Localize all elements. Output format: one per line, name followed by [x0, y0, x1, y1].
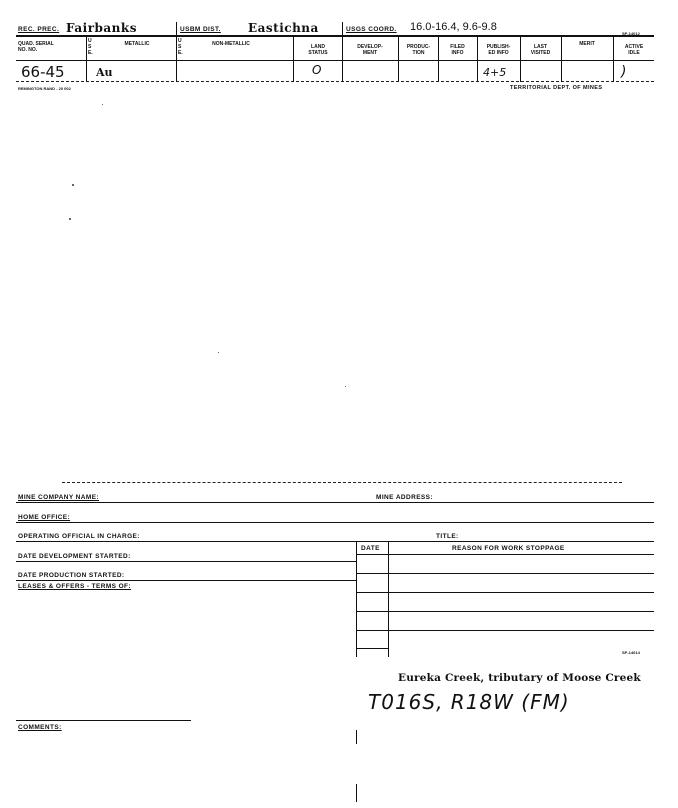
leases-label: LEASES & OFFERS - TERMS OF: [18, 583, 131, 590]
scan-speck [345, 386, 346, 387]
col-land-status: LAND STATUS [308, 44, 328, 56]
col-use-nonmetallic: U S E. [178, 38, 183, 56]
metallic-value: Au [96, 66, 113, 79]
header-bottom-rule [16, 81, 654, 82]
stoppage-row-rule [356, 611, 654, 612]
card-footer-left: REMINGTON RAND - 20 002 [18, 86, 71, 91]
rule-home-office [16, 522, 654, 523]
col-metallic: METALLIC [124, 41, 150, 47]
rule-development [16, 561, 356, 562]
title-label: TITLE: [436, 533, 459, 540]
location-handwritten: T016S, R18W (FM) [368, 690, 570, 714]
scan-speck [69, 218, 71, 220]
usbm-dist-label: USBM DIST. [180, 26, 221, 33]
col-divider [613, 36, 614, 82]
comments-label: COMMENTS: [18, 724, 62, 731]
home-office-label: HOME OFFICE: [18, 514, 71, 521]
stoppage-date-header: DATE [361, 545, 380, 552]
col-divider [176, 22, 177, 82]
operating-official-label: OPERATING OFFICIAL IN CHARGE: [18, 533, 140, 540]
col-divider [342, 22, 343, 82]
scan-speck [218, 352, 219, 353]
rule-comments [16, 720, 191, 721]
col-merit: MERIT [579, 41, 595, 47]
stoppage-row-rule [356, 592, 654, 593]
stoppage-date-divider [388, 541, 389, 657]
col-development: DEVELOP- MENT [357, 44, 383, 56]
col-divider [293, 36, 294, 82]
stoppage-left-border [356, 541, 357, 657]
rule-company [16, 502, 654, 503]
header-column-rule [16, 60, 654, 61]
col-last-visited: LAST VISITED [530, 44, 551, 56]
col-filed-info: FILED INFO [450, 44, 465, 56]
col-use-metallic: U S E. [88, 38, 93, 56]
rule-production [16, 580, 356, 581]
published-info-value: 4+5 [483, 66, 507, 79]
stoppage-header-rule [356, 554, 654, 555]
col-divider [398, 36, 399, 82]
col-active-idle: ACTIVE IDLE [624, 44, 644, 56]
mine-address-label: MINE ADDRESS: [376, 494, 433, 501]
active-idle-value: ) [621, 64, 627, 80]
scan-speck [102, 104, 103, 105]
col-quad-serial: QUAD. SERIAL NO. NO. [18, 41, 54, 53]
date-production-label: DATE PRODUCTION STARTED: [18, 572, 125, 579]
col-divider [520, 36, 521, 82]
usgs-coord-value: 16.0-16.4, 9.6-9.8 [410, 21, 497, 33]
usgs-coord-label: USGS COORD. [346, 26, 397, 33]
rec-prec-label: REC. PREC. [18, 26, 60, 33]
stoppage-row-rule [356, 630, 654, 631]
date-development-label: DATE DEVELOPMENT STARTED: [18, 553, 131, 560]
margin-mark [356, 730, 357, 744]
stoppage-row-rule [356, 648, 388, 649]
lower-top-dashed-rule [62, 482, 622, 483]
stoppage-reason-header: REASON FOR WORK STOPPAGE [452, 545, 565, 552]
scan-speck [72, 184, 74, 186]
lower-form-number: SP-14014 [622, 650, 640, 655]
location-typed: Eureka Creek, tributary of Moose Creek [398, 672, 641, 684]
col-nonmetallic: NON-METALLIC [212, 41, 250, 47]
usbm-dist-value: Eastichna [248, 21, 319, 35]
col-divider [86, 36, 87, 82]
col-production: PRODUC- TION [406, 44, 431, 56]
form-number: SP-14012 [622, 31, 640, 36]
quad-serial-value: 66-45 [21, 63, 65, 81]
col-divider [438, 36, 439, 82]
rec-prec-value: Fairbanks [66, 21, 137, 35]
col-published-info: PUBLISH- ED INFO [486, 44, 511, 56]
card-footer-right: TERRITORIAL DEPT. OF MINES [510, 85, 603, 91]
land-status-value: O [312, 63, 322, 77]
rule-official [16, 541, 654, 542]
mine-company-name-label: MINE COMPANY NAME: [18, 494, 99, 501]
stoppage-row-rule [356, 573, 654, 574]
col-divider [477, 36, 478, 82]
margin-mark [356, 784, 357, 802]
header-top-rule [16, 35, 654, 37]
